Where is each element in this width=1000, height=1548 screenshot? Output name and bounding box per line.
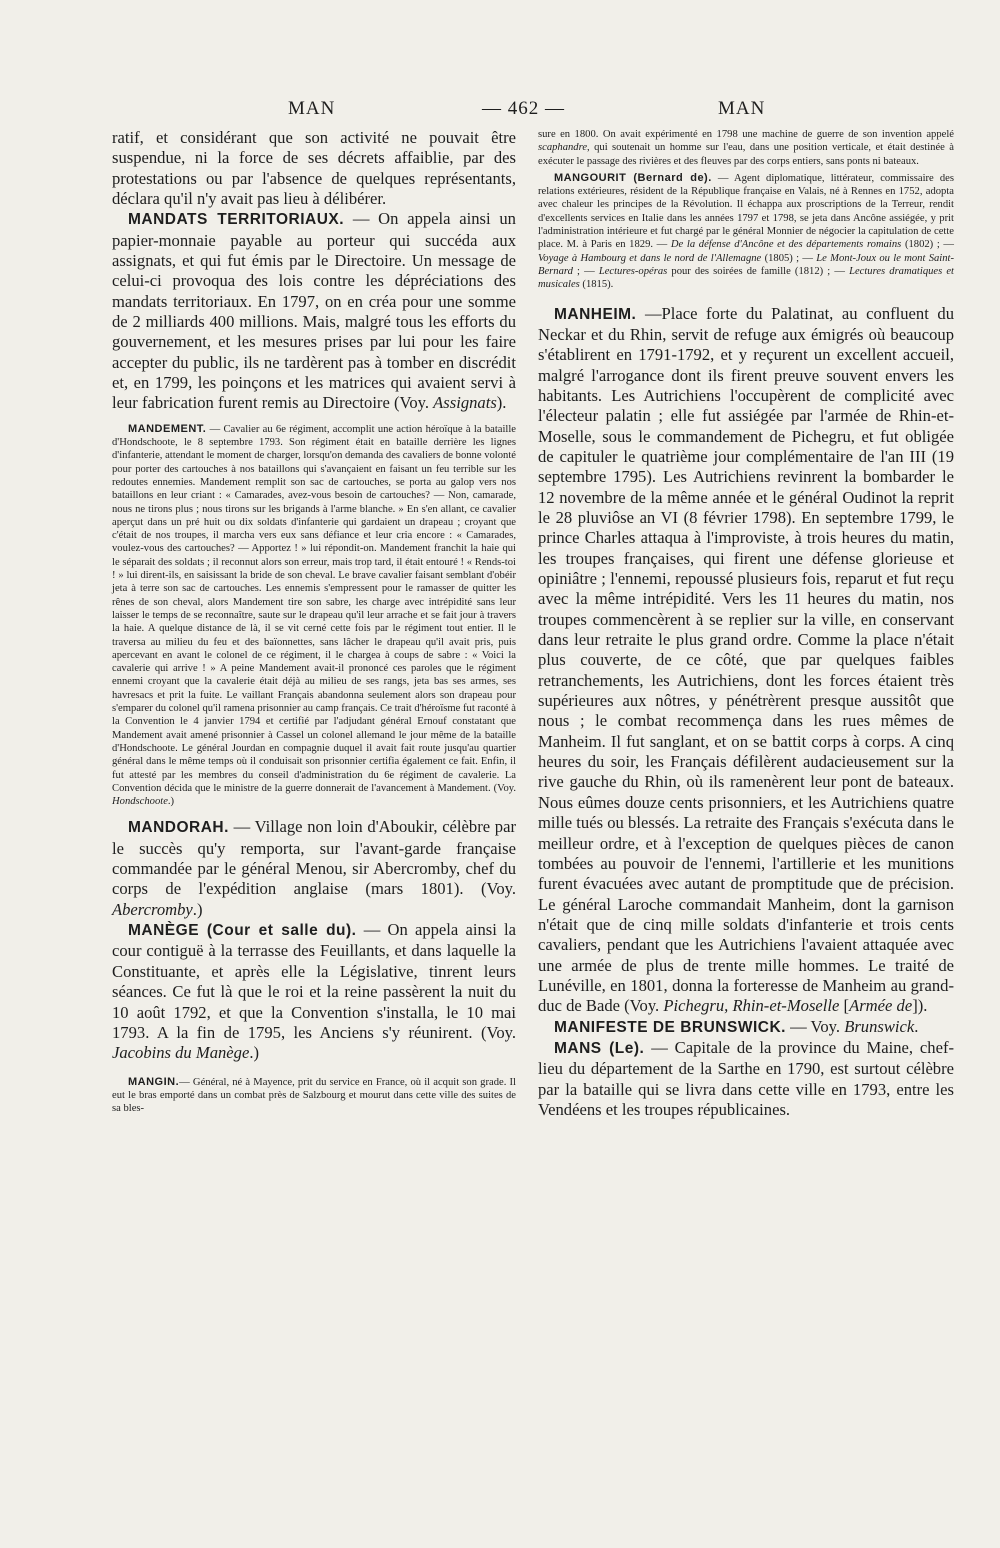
entry-manege — [112, 920, 516, 1063]
headword-mans: MANS (Le). — [554, 1039, 645, 1057]
entry-mandement — [112, 423, 516, 809]
entry-text: — Agent diplomatique, littérateur, commissaire des relations extérieures, résident de la République française en Valais, né à Rennes en 1752, adopta avec chaleur les principes de la Révolution. Il échappa aux proscriptions de la Terreur, rendit d'excellents services en Italie dans les années 1797 et 1798, se jeta dans Ancône assiégée, y prit l'administration intérieure et fut chargé par le général Monnier de négocier la capitulation de cette place. M. à Paris en 1829. — — [538, 172, 954, 251]
entry-manifeste-de-brunswick — [538, 1017, 954, 1038]
work-title: Voyage à Hambourg et dans le nord de l'Allemagne — [538, 252, 762, 264]
entry-text: —Place forte du Palatinat, au confluent du Neckar et du Rhin, servit de refuge aux émigrés où beaucoup s'établirent en 1791-1792, et y reçurent un excellent accueil, malgré l'arrogance dont ils firent preuve souvent envers les habitants. Les Autrichiens l'occupèrent de complicité avec l'électeur palatin ; elle fut assiégée par l'armée de Rhin-et-Moselle, sous le commandement de Pichegru, et fut obligée de capituler le quatrième jour complémentaire de l'an III (19 septembre 1795). Les Autrichiens revinrent la bombarder le 12 novembre de la même année et le général Oudinot la reprit le 28 pluviôse an VI (8 février 1798). En septembre 1799, le prince Charles attaqua à l'improviste, à trois heures du matin, les troupes françaises, qui firent une défense glorieuse et opiniâtre ; l'ennemi, repoussé plusieurs fois, reparut et fut reçu avec la même intrépidité. Vers les 11 heures du matin, nos troupes commencèrent à se replier sur la ville, en conservant dans leur retraite le plus grand ordre. Comme la place n'était plus couverte, de ce côté, que par quelques faibles retranchements, les Autrichiens, dont les forces étaient très supérieures aux nôtres, y pénétrèrent presque aussitôt que nous ; le combat recommença dans les rues mêmes de Manheim. Il fut sanglant, et on se battit corps à corps. A cinq heures du soir, les Français défilèrent audacieusement sur la rive gauche du Rhin, où ils ramenèrent leur pont de bateaux. Nous eûmes douze cents prisonniers, et les Autrichiens quatre mille tués ou blessés. La retraite des Français s'exécuta dans le meilleur ordre, et à l'exception de quelques pièces de canon tombées au pouvoir de l'ennemi, l'artillerie et les munitions furent évacuées avec autant de promptitude que de précision. Le général Laroche commandait Manheim, dont la garnison n'était que de cinq mille soldats d'infanterie et trois cents cavaliers, pendant que les Autrichiens l'avaient attaquée avec une armée de plus de trente mille hommes. Le traité de Lunéville, en 1801, donna la forteresse de Manheim au grand-duc de Bade (Voy. — [538, 303, 954, 1016]
work-title: De la défense d'Ancône et des départements romains — [670, 239, 902, 251]
right-column — [538, 128, 954, 1120]
headword-mangin: MANGIN. — [128, 1075, 180, 1088]
page-number: — 462 — — [482, 98, 565, 119]
headword-manheim: MANHEIM. — [554, 305, 637, 323]
work-year: pour des soirées de famille (1812) ; — — [667, 265, 850, 277]
cross-reference[interactable]: Pichegru, Rhin-et-Moselle — [663, 996, 840, 1016]
headword-manifeste: MANIFESTE DE BRUNSWICK. — [554, 1018, 786, 1036]
left-column — [112, 128, 516, 1115]
entry-text-end: ]). — [912, 996, 928, 1016]
entry-text-mid: [ — [839, 996, 850, 1016]
entry-text-end: , qui soutenait un homme sur l'eau, dans une position verticale, et était destinée à exécuter le passage des rivières et des fleuves par des corps entiers, sans ponts ni bateaux. — [538, 142, 954, 167]
entry-manheim — [538, 304, 954, 1017]
entry-text-end: . — [914, 1016, 919, 1036]
work-title: Lectures-opéras — [598, 265, 668, 277]
entry-text: — Village non loin d'Aboukir, célèbre par le succès qu'y remporta, sur l'avant-garde française commandée par le général Menou, sir Abercromby, chef du corps de l'expédition anglaise (mars 1801). (Voy. — [112, 817, 516, 899]
entry-text: — On appela ainsi la cour contiguë à la terrasse des Feuillants, et dans laquelle la Constituante, et après elle la Législative, tinrent leurs séances. Ce fut là que le roi et la reine passèrent la nuit du 10 août 1792, et que la Convention s'installa, le 10 mai 1793. A la fin de 1795, les Anciens s'y réunirent. (Voy. — [112, 920, 517, 1042]
work-separator: ; — — [572, 265, 599, 277]
entry-text: — Voy. — [785, 1016, 845, 1036]
entry-text: sure en 1800. On avait expérimenté en 1798 une machine de guerre de son invention appelé — [538, 129, 954, 140]
entry-mangin — [112, 1076, 516, 1116]
headword-mandats-territoriaux: MANDATS TERRITORIAUX. — [128, 211, 345, 229]
headword-mangourit: MANGOURIT (Bernard de). — [554, 171, 712, 184]
entry-mans — [538, 1038, 954, 1120]
entry-text-end: ). — [496, 393, 507, 413]
entry-mandorah — [112, 817, 516, 920]
headword-mandement: MANDEMENT. — [128, 422, 207, 435]
entry-text: — On appela ainsi un papier-monnaie payable au porteur qui succéda aux assignats, et qui fut émis par le Directoire. Un message de celui-ci provoqua des lois contre les dépréciations des mandats territoriaux. En 1797, on en créa pour une somme de 2 milliards 400 millions. Mais, malgré tous les efforts du gouvernement, et les mesures prises par lui pour les faire accepter du public, ils ne tardèrent pas à tomber en discrédit et, en 1799, les poinçons et les matrices qui avaient servi à leur fabrication furent remis au Directoire (Voy. — [112, 209, 516, 413]
cross-reference[interactable]: Abercromby — [112, 899, 193, 919]
work-title: Le Mont-Joux ou le mont Saint-Bernard — [538, 252, 954, 277]
continued-paragraph: ratif, et considérant que son activité ne pouvait être suspendue, ni la force de ses décrets affaiblie, par des protestations ou par l'absence de quelques représentants, déclara qu'il n'y avait pas lieu à délibérer. — [112, 128, 516, 209]
entry-text: — Cavalier au 6e régiment, accomplit une action héroïque à la bataille d'Hondschoote, le 8 septembre 1793. Son régiment était en bataille derrière les lignes d'infanterie, attendant le moment de charger, lorsqu'on demanda des cavaliers de bonne volonté pour porter des cartouches à nos bataillons qui s'avançaient en faisant un feu terrible sur les redoutes ennemies. Mandement remplit son sac de cartouches, se porta au galop vers nos bataillons en leur criant : « Camarades, avez-vous besoin de cartouches? — Non, camarade, nous ne tirons plus ; nous tirons sur les brigands à l'arme blanche. » En s'en allant, ce cavalier aperçut dans un pré huit ou dix soldats d'infanterie qui gardaient un drapeau ; croyant que c'était de nos troupes, il marcha vers eux sans défiance et leur cria encore : « Camarades, voulez-vous des cartouches? — Apportez ! » lui répondit-on. Mandement franchit la haie qui le séparait des soldats ; il reconnut alors son erreur, mais trop tard, il était entouré ! « Rends-toi ! » lui dirent-ils, en saisissant la bride de son cheval. Le brave cavalier faisant semblant d'obéir jeta à terre son sac de cartouches. Les ennemis s'empressent pour le ramasser de quitter les rênes de son cheval, alors Mandement tire son sabre, les charge avec intrépidité sans leur laisser le temps de se reconnaître, saute sur le drapeau qu'il leur arrache et se fait jour à travers la haie. A quelque distance de là, il se vit cerné cette fois par le régiment tout entier. Il le traversa au milieu du feu et des baïonnettes, sans lâcher le drapeau qu'il avait pris, puis apercevant en avant le colonel de ce régiment, il le chargea à coups de sabre : « Voici la cavalerie qui arrive ! » A peine Mandement avait-il prononcé ces paroles que le régiment ennemi croyant que la cavalerie était déjà au milieu de ses rangs, jeta bas ses armes, ses havresacs et prit la fuite. Le vaillant Français abandonna seulement alors son drapeau pour s'emparer du colonel qu'il ramena prisonnier au camp français. Ce trait d'héroïsme fut raconté à la Convention le 4 janvier 1794 et certifié par l'adjudant général Ernouf constatant que Mandement avait amené prisonnier à Cassel un colonel allemand le jour même de la bataille d'Hondschoote. Le général Jourdan en compagnie duquel il avait fait route jusqu'au quartier général dans le même temps où il conduisait son prisonnier certifia également ce fait. Enfin, il fut attesté par les membres du conseil d'administration du 6e régiment de cavalerie. La Convention décida que le ministre de la guerre donnerait de l'avancement à Mandement. (Voy. — [112, 423, 516, 794]
entry-text-end: .) — [249, 1043, 260, 1063]
cross-reference[interactable]: Brunswick — [844, 1016, 915, 1036]
header-right-word: MAN — [718, 98, 766, 119]
entry-mangourit — [538, 172, 954, 292]
work-year: (1805) ; — — [761, 252, 817, 264]
entry-text-end: .) — [167, 796, 175, 808]
cross-reference[interactable]: Assignats — [433, 393, 497, 413]
entry-mangin-continued — [538, 128, 954, 168]
entry-text: — Général, né à Mayence, prit du service en France, où il acquit son grade. Il eut le bras emporté dans un combat près de Salzbourg et mourut dans cette ville des suites de sa bles- — [112, 1076, 516, 1115]
italic-term: scaphandre — [538, 142, 588, 154]
headword-mandorah: MANDORAH. — [128, 819, 229, 837]
headword-manege: MANÈGE (Cour et salle du). — [128, 922, 357, 940]
entry-text-end: .) — [192, 899, 203, 919]
entry-mandats-territoriaux — [112, 209, 516, 413]
cross-reference[interactable]: Jacobins du Manège — [112, 1043, 250, 1063]
cross-reference[interactable]: Armée de — [849, 996, 913, 1016]
cross-reference[interactable]: Hondschoote — [112, 796, 168, 808]
work-year: (1802) ; — — [901, 239, 955, 251]
running-header — [112, 98, 892, 128]
header-left-word: MAN — [288, 98, 336, 119]
work-year: (1815). — [579, 279, 614, 291]
work-title: Lectures dramatiques et musicales — [538, 265, 954, 291]
entry-text: — Capitale de la province du Maine, chef-lieu du département de la Sarthe en 1790, est surtout célèbre par la bataille qui se livra dans cette ville en 1793, entre les Vendéens et les troupes républicaines. — [538, 1037, 954, 1119]
